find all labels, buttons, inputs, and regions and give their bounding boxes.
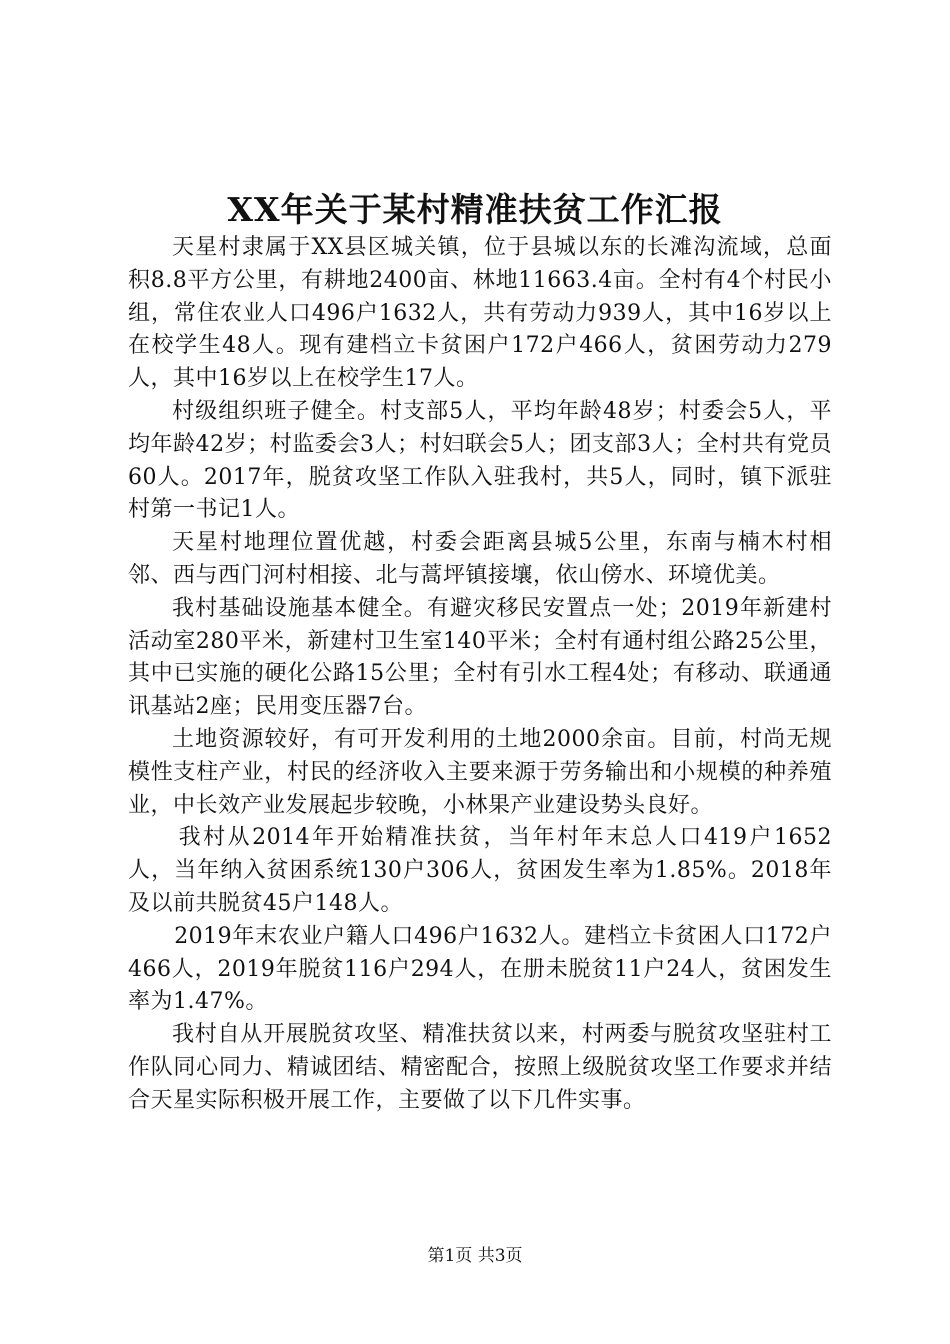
paragraph-work-summary: 我村自从开展脱贫攻坚、精准扶贫以来，村两委与脱贫攻坚驻村工作队同心同力、精诚团结、精密配合，按照上级脱贫攻坚工作要求并结合天星实际积极开展工作，主要做了以下几件实事。 bbox=[128, 1022, 832, 1113]
paragraph-village-overview: 天星村隶属于XX县区城关镇，位于县城以东的长滩沟流域，总面积8.8平方公里，有耕地2400亩、林地11663.4亩。全村有4个村民小组，常住农业人口496户1632人，共有劳动力939人，其中16岁以上在校学生48人。现有建档立卡贫困户172户466人，贫困劳动力279人，其中16岁以上在校学生17人。 bbox=[128, 235, 832, 392]
paragraph-land-resources: 土地资源较好，有可开发利用的土地2000余亩。目前，村尚无规模性支柱产业，村民的经济收入主要来源于劳务输出和小规模的种养殖业，中长效产业发展起步较晚，小林果产业建设势头良好。 bbox=[128, 726, 832, 818]
paragraph-geography: 天星村地理位置优越，村委会距离县城5公里，东南与楠木村相邻、西与西门河村相接、北与蒿坪镇接壤，依山傍水、环境优美。 bbox=[128, 530, 832, 588]
page-number-footer: 第1页 共3页 bbox=[427, 1246, 523, 1266]
paragraph-village-organization: 村级组织班子健全。村支部5人，平均年龄48岁；村委会5人，平均年龄42岁；村监委会3人；村妇联会5人；团支部3人；全村共有党员60人。2017年，脱贫攻坚工作队入驻我村，共5人，同时，镇下派驻村第一书记1人。 bbox=[128, 398, 832, 523]
document-title: XX年关于某村精准扶贫工作汇报 bbox=[227, 190, 723, 229]
paragraph-2019-statistics: 2019年末农业户籍人口496户1632人。建档立卡贫困人口172户466人，2019年脱贫116户294人，在册未脱贫11户24人，贫困发生率为1.47%。 bbox=[128, 923, 832, 1015]
document-body bbox=[128, 232, 832, 1118]
paragraph-poverty-start: 我村从2014年开始精准扶贫，当年村年末总人口419户1652人，当年纳入贫困系统130户306人，贫困发生率为1.85%。2018年及以前共脱贫45户148人。 bbox=[128, 825, 832, 916]
paragraph-infrastructure: 我村基础设施基本健全。有避灾移民安置点一处；2019年新建村活动室280平米，新建村卫生室140平米；全村有通村组公路25公里，其中已实施的硬化公路15公里；全村有引水工程4处；有移动、联通通讯基站2座；民用变压器7台。 bbox=[128, 595, 832, 720]
